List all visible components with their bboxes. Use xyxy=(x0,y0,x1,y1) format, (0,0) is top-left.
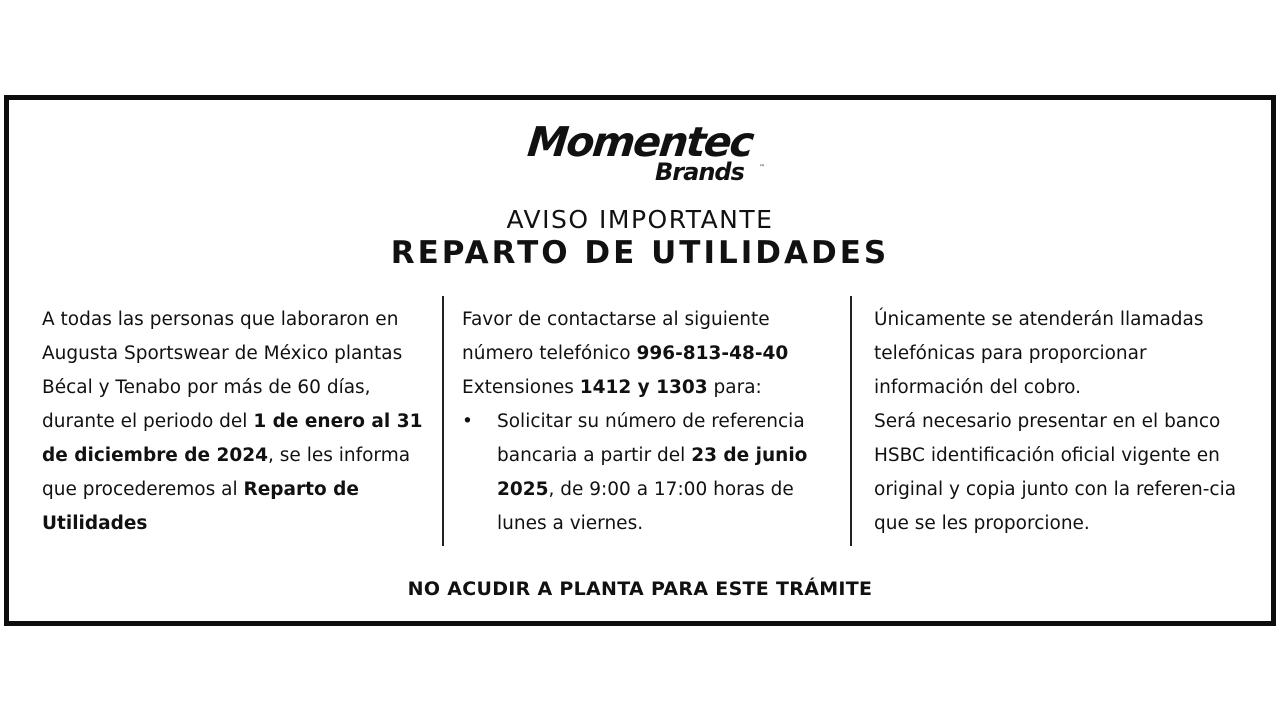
contact-extensions: 1412 y 1303 xyxy=(579,377,708,398)
bullet-dot: • xyxy=(462,411,473,432)
notice-heading: AVISO IMPORTANTE xyxy=(506,205,774,234)
column-intro xyxy=(42,303,424,541)
contact-text: Favor de contactarse al siguiente número telefónico xyxy=(462,309,770,364)
column-divider xyxy=(850,296,852,546)
intro-subject: Reparto de Utilidades xyxy=(42,479,359,534)
contact-purpose: para: xyxy=(707,377,762,398)
intro-period: 1 de enero al 31 de diciembre de 2024 xyxy=(42,411,423,466)
bullet-date: 23 de junio 2025 xyxy=(497,445,808,500)
notice-title: REPARTO DE UTILIDADES xyxy=(390,235,890,271)
column-contact xyxy=(462,303,842,541)
contact-bullet-item xyxy=(462,405,842,541)
intro-text: A todas las personas que laboraron en Augusta Sportswear de México plantas Bécal y Tenabo por más de 60 días, durante el periodo del xyxy=(42,309,403,432)
notice-frame xyxy=(4,95,1276,626)
conditions-calls: Únicamente se atenderán llamadas telefónicas para proporcionar información del cobro. xyxy=(874,309,1204,398)
column-conditions xyxy=(874,303,1259,541)
contact-phone: 996-813-48-40 xyxy=(636,343,789,364)
contact-ext-label: Extensiones xyxy=(462,377,580,398)
intro-paragraph xyxy=(42,303,424,541)
logo-subtitle: Brands xyxy=(655,158,744,186)
conditions-bank: Será necesario presentar en el banco HSBC identificación oficial vigente en original y copia junto con la referen-cia que se les proporcione. xyxy=(874,411,1237,534)
momentec-brands-logo xyxy=(9,118,1271,192)
intro-text-continued: , se les informa que procederemos al xyxy=(42,445,411,500)
bullet-text: Solicitar su número de referencia bancaria a partir del xyxy=(497,411,805,466)
column-divider xyxy=(442,296,444,546)
logo-trademark: ™ xyxy=(759,164,765,171)
footer-warning: NO ACUDIR A PLANTA PARA ESTE TRÁMITE xyxy=(407,578,873,600)
logo-wordmark: Momentec xyxy=(525,118,755,166)
contact-paragraph xyxy=(462,303,842,405)
bullet-hours: , de 9:00 a 17:00 horas de lunes a viernes. xyxy=(497,479,794,534)
